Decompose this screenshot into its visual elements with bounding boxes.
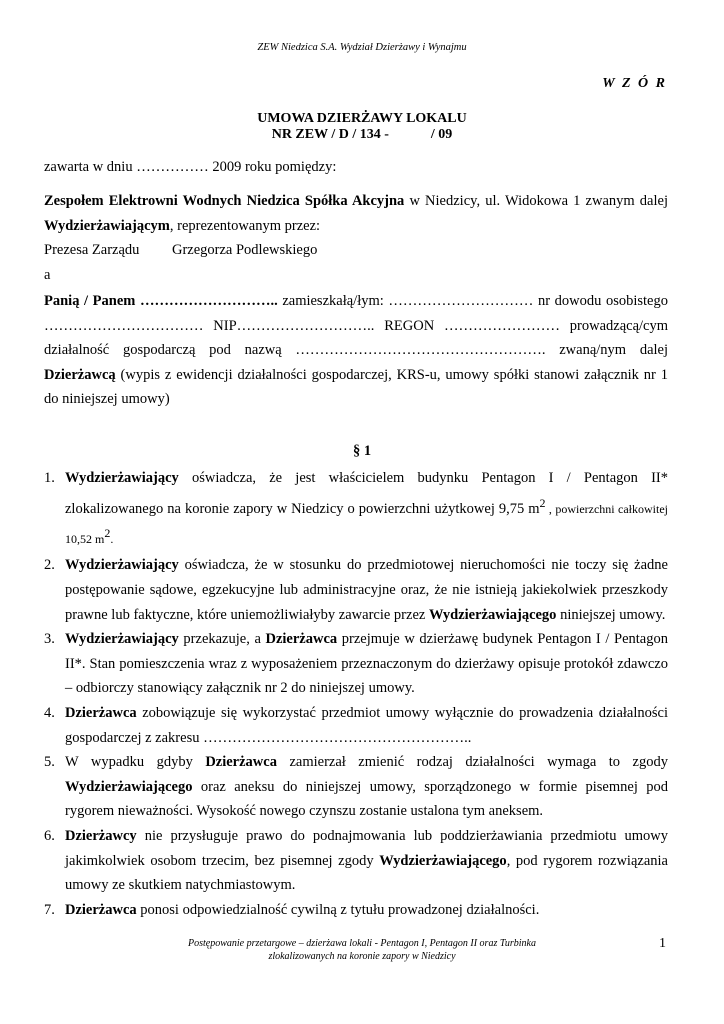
clause-list	[44, 466, 668, 922]
party2-line-5: do niniejszej umowy)	[44, 391, 170, 408]
clause-text: W wypadku gdyby	[65, 754, 206, 771]
clause-text: oraz aneksu do niniejszej umowy, sporządzonego w formie pisemnej pod rygorem nieważności. Wysokość nowego czynszu zostanie ustalona tym aneksem.	[65, 778, 668, 820]
clause-text: nie przysługuje prawo do podnajmowania lub poddzierżawiania przedmiotu umowy jakimkolwiek osobom trzecim, bez pisemnej zgody	[65, 827, 668, 869]
bold-term: Dzierżawca	[65, 705, 137, 721]
conjunction: a	[44, 266, 51, 283]
bold-term: Dzierżawcy	[65, 827, 137, 844]
party1-address: w Niedzicy, ul. Widokowa 1 zwanym dalej	[404, 193, 668, 209]
bold-term: Dzierżawca	[205, 754, 277, 771]
party2-line-1	[44, 289, 668, 314]
bold-term: Wydzierżawiającego	[428, 606, 557, 623]
page-number: 1	[659, 936, 666, 951]
clause-text: oświadcza, że jest właścicielem budynku Pentagon I / Pentagon II* zlokalizowanego na koronie zapory w Niedzicy o powierzchni użytkowej 9,75 m	[65, 470, 668, 517]
clause-text: przejmuje w dzierżawę budynek Pentagon I / Pentagon II*. Stan pomieszczenia wraz z wyposażeniem przeznaczonym do dzierżawy opisuje protokół zdawczo – odbiorczy stanowiący załącznik nr 2 do niniejszej umowy.	[65, 631, 668, 697]
clause-number: 6.	[44, 827, 55, 844]
party1-person: Grzegorza Podlewskiego	[172, 242, 318, 259]
clause-number: 1.	[44, 470, 55, 486]
document-title	[0, 111, 724, 143]
section-heading: § 1	[352, 443, 372, 459]
party1-block	[44, 189, 668, 287]
clause-number: 5.	[44, 754, 55, 771]
clause-6	[44, 824, 668, 898]
superscript: 2	[539, 495, 546, 510]
clause-text: przekazuje, a	[178, 631, 266, 648]
bold-term: Wydzierżawiający	[65, 470, 179, 486]
superscript: 2	[104, 526, 111, 541]
clause-number: 2.	[44, 557, 55, 574]
party2-line-4	[44, 363, 668, 388]
bold-term: Dzierżawca	[265, 631, 338, 648]
clause-7	[44, 898, 668, 923]
party2-line-3: działalność gospodarczą pod nazwą ……………………………………………. zwaną/nym dalej	[44, 342, 668, 359]
bold-term: Wydzierżawiający	[65, 557, 179, 574]
party2-line-2: …………………………… NIP……………………….. REGON …………………… prowadzącą/cym	[44, 317, 668, 334]
party1-line-2	[44, 214, 668, 239]
clause-2	[44, 553, 668, 627]
clause-text: zobowiązuje się wykorzystać przedmiot umowy wyłącznie do prowadzenia działalności gospodarczej z zakresu ………………………………………………..	[65, 705, 668, 746]
bold-term: Wydzierżawiającego	[65, 778, 193, 795]
clause-number: 4.	[44, 705, 55, 721]
clause-text: niniejszej umowy.	[556, 606, 666, 623]
running-header: ZEW Niedzica S.A. Wydział Dzierżawy i Wynajmu	[257, 42, 467, 53]
party1-line-1	[44, 189, 668, 214]
clause-number: 3.	[44, 631, 55, 648]
clause-4	[44, 701, 668, 750]
clause-text: zamierzał zmienić rodzaj działalności wymaga to zgody	[276, 754, 668, 771]
clause-3	[44, 627, 668, 701]
clause-5	[44, 750, 668, 824]
clause-text: , pod rygorem rozwiązania umowy ze skutkiem natychmiastowym.	[65, 852, 668, 894]
clause-1	[44, 466, 668, 551]
party1-representative	[44, 238, 668, 263]
party1-role: Wydzierżawiającym	[44, 217, 170, 234]
template-mark: W Z Ó R	[602, 76, 667, 91]
bold-term: Dzierżawca	[65, 901, 137, 918]
bold-term: Wydzierżawiający	[65, 631, 179, 648]
party2-name-field: Panią / Panem ………………………..	[44, 293, 278, 309]
intro-line: zawarta w dniu …………… 2009 roku pomiędzy:	[44, 159, 337, 175]
footer-line-2: zlokalizowanych na koronie zapory w Niedzicy	[268, 950, 456, 962]
party1-position: Prezesa Zarządu	[44, 242, 140, 259]
party2-address-field: zamieszkałą/łym: ………………………… nr dowodu osobistego	[277, 293, 668, 309]
clause-text-small: , powierzchni całkowitej 10,52 m	[65, 501, 668, 546]
party1-name: Zespołem Elektrowni Wodnych Niedzica Spółka Akcyjna	[44, 193, 405, 209]
clause-number: 7.	[44, 901, 55, 918]
clause-text: ponosi odpowiedzialność cywilną z tytułu prowadzonej działalności.	[136, 901, 540, 918]
party1-rep: , reprezentowanym przez:	[169, 217, 321, 234]
footer-line-1: Postępowanie przetargowe – dzierżawa lokali - Pentagon I, Pentagon II oraz Turbinka	[188, 938, 536, 949]
party2-role: Dzierżawcą	[44, 366, 116, 383]
party2-block	[44, 289, 668, 412]
clause-text: oświadcza, że w stosunku do przedmiotowej nieruchomości nie toczy się żadne postępowanie sądowe, egzekucyjne lub administracyjne oraz, że nie istnieją jakiekolwiek przeszkody prawne lub faktyczne, które uniemożliwiałyby zawarcie przez	[65, 557, 668, 623]
page-footer	[0, 938, 724, 963]
clause-text-small: .	[110, 531, 114, 546]
title-line-2: NR ZEW / D / 134 - / 09	[271, 127, 453, 142]
party2-attachment-note: (wypis z ewidencji działalności gospodarczej, KRS-u, umowy spółki stanowi załącznik nr 1	[115, 366, 668, 383]
bold-term: Wydzierżawiającego	[379, 852, 507, 869]
title-line-1: UMOWA DZIERŻAWY LOKALU	[257, 111, 467, 126]
